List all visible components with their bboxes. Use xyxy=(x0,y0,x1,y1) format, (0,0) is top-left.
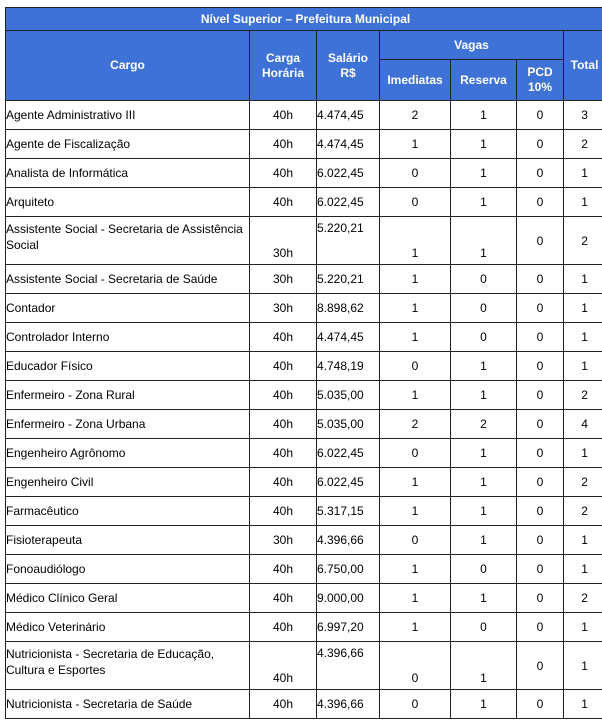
cell-total: 2 xyxy=(564,468,602,497)
table-row xyxy=(6,584,602,613)
cell-cargo: Médico Veterinário xyxy=(6,613,250,642)
cell-imediatas: 1 xyxy=(380,468,451,497)
cell-total: 1 xyxy=(564,323,602,352)
cell-total: 2 xyxy=(564,217,602,265)
table-row xyxy=(6,439,602,468)
cell-reserva: 1 xyxy=(451,352,517,381)
cell-salario: 6.022,45 xyxy=(317,439,380,468)
cell-pcd: 0 xyxy=(517,410,564,439)
table-row xyxy=(6,410,602,439)
cell-carga: 40h xyxy=(250,642,317,690)
cell-carga: 40h xyxy=(250,101,317,130)
cell-pcd: 0 xyxy=(517,217,564,265)
table-row xyxy=(6,188,602,217)
cell-cargo: Médico Clínico Geral xyxy=(6,584,250,613)
cell-carga: 40h xyxy=(250,584,317,613)
cell-total: 2 xyxy=(564,381,602,410)
cell-reserva: 1 xyxy=(451,159,517,188)
cell-reserva: 1 xyxy=(451,642,517,690)
cell-salario: 5.035,00 xyxy=(317,410,380,439)
cell-carga: 40h xyxy=(250,613,317,642)
cell-cargo: Enfermeiro - Zona Rural xyxy=(6,381,250,410)
cell-cargo: Arquiteto xyxy=(6,188,250,217)
cell-total: 1 xyxy=(564,265,602,294)
cell-imediatas: 0 xyxy=(380,159,451,188)
cell-pcd: 0 xyxy=(517,613,564,642)
cell-imediatas: 1 xyxy=(380,265,451,294)
cell-carga: 40h xyxy=(250,130,317,159)
header-pcd-label: PCD 10% xyxy=(527,65,553,94)
cell-imediatas: 1 xyxy=(380,323,451,352)
cell-carga: 40h xyxy=(250,690,317,719)
cell-cargo: Nutricionista - Secretaria de Saúde xyxy=(6,690,250,719)
cell-pcd: 0 xyxy=(517,352,564,381)
cell-pcd: 0 xyxy=(517,555,564,584)
cell-salario: 4.748,19 xyxy=(317,352,380,381)
cell-imediatas: 1 xyxy=(380,381,451,410)
header-cargo: Cargo xyxy=(6,31,250,101)
cell-reserva: 1 xyxy=(451,101,517,130)
cell-reserva: 1 xyxy=(451,690,517,719)
cell-pcd: 0 xyxy=(517,101,564,130)
table-row xyxy=(6,381,602,410)
cell-imediatas: 0 xyxy=(380,526,451,555)
table-row xyxy=(6,497,602,526)
cell-reserva: 1 xyxy=(451,584,517,613)
cell-salario: 6.997,20 xyxy=(317,613,380,642)
cell-pcd: 0 xyxy=(517,294,564,323)
table-row xyxy=(6,217,602,265)
cell-pcd: 0 xyxy=(517,159,564,188)
cell-carga: 40h xyxy=(250,497,317,526)
table-title: Nível Superior – Prefeitura Municipal xyxy=(6,8,602,31)
cell-pcd: 0 xyxy=(517,130,564,159)
cell-cargo: Contador xyxy=(6,294,250,323)
cell-cargo: Enfermeiro - Zona Urbana xyxy=(6,410,250,439)
cell-salario: 5.220,21 xyxy=(317,217,380,265)
table-row xyxy=(6,265,602,294)
cell-reserva: 1 xyxy=(451,130,517,159)
cell-pcd: 0 xyxy=(517,381,564,410)
cell-pcd: 0 xyxy=(517,526,564,555)
cell-pcd: 0 xyxy=(517,690,564,719)
cell-imediatas: 1 xyxy=(380,130,451,159)
cell-pcd: 0 xyxy=(517,188,564,217)
cell-imediatas: 1 xyxy=(380,217,451,265)
header-salario-line1: Salário xyxy=(327,50,369,65)
table-row xyxy=(6,526,602,555)
cell-cargo: Engenheiro Agrônomo xyxy=(6,439,250,468)
cell-total: 1 xyxy=(564,352,602,381)
cell-total: 1 xyxy=(564,159,602,188)
table-row xyxy=(6,555,602,584)
cell-total: 1 xyxy=(564,526,602,555)
cell-total: 1 xyxy=(564,690,602,719)
cell-imediatas: 0 xyxy=(380,690,451,719)
cell-reserva: 1 xyxy=(451,217,517,265)
table-row xyxy=(6,130,602,159)
cell-reserva: 1 xyxy=(451,526,517,555)
header-vagas: Vagas xyxy=(380,31,564,60)
cell-salario: 4.474,45 xyxy=(317,323,380,352)
header-salario xyxy=(317,31,380,101)
cell-cargo: Analista de Informática xyxy=(6,159,250,188)
header-carga-line2: Horária xyxy=(261,65,305,80)
cell-carga: 30h xyxy=(250,294,317,323)
cell-salario: 6.022,45 xyxy=(317,188,380,217)
cell-carga: 40h xyxy=(250,159,317,188)
table-row xyxy=(6,642,602,690)
header-carga-horaria xyxy=(250,31,317,101)
cell-salario: 5.035,00 xyxy=(317,381,380,410)
cell-salario: 5.220,21 xyxy=(317,265,380,294)
cell-carga: 30h xyxy=(250,265,317,294)
cell-pcd: 0 xyxy=(517,497,564,526)
cell-reserva: 1 xyxy=(451,381,517,410)
cell-reserva: 0 xyxy=(451,555,517,584)
header-carga-line1: Carga xyxy=(265,50,300,65)
cell-imediatas: 1 xyxy=(380,613,451,642)
cell-reserva: 1 xyxy=(451,439,517,468)
cell-carga: 40h xyxy=(250,439,317,468)
cell-pcd: 0 xyxy=(517,265,564,294)
cell-total: 4 xyxy=(564,410,602,439)
cell-cargo: Controlador Interno xyxy=(6,323,250,352)
cell-total: 1 xyxy=(564,613,602,642)
table-row xyxy=(6,159,602,188)
cell-carga: 40h xyxy=(250,410,317,439)
cell-total: 1 xyxy=(564,439,602,468)
cell-cargo: Nutricionista - Secretaria de Educação, Cultura e Esportes xyxy=(6,642,250,690)
cell-carga: 40h xyxy=(250,381,317,410)
vacancies-table xyxy=(5,7,602,719)
table-row xyxy=(6,613,602,642)
cell-reserva: 0 xyxy=(451,265,517,294)
cell-carga: 40h xyxy=(250,188,317,217)
cell-salario: 4.396,66 xyxy=(317,690,380,719)
header-reserva: Reserva xyxy=(451,60,517,101)
cell-imediatas: 1 xyxy=(380,584,451,613)
cell-total: 1 xyxy=(564,188,602,217)
table-row xyxy=(6,294,602,323)
cell-cargo: Agente Administrativo III xyxy=(6,101,250,130)
cell-reserva: 0 xyxy=(451,294,517,323)
cell-carga: 30h xyxy=(250,526,317,555)
header-imediatas: Imediatas xyxy=(380,60,451,101)
cell-cargo: Engenheiro Civil xyxy=(6,468,250,497)
cell-cargo: Assistente Social - Secretaria de Saúde xyxy=(6,265,250,294)
table-row xyxy=(6,101,602,130)
cell-imediatas: 1 xyxy=(380,497,451,526)
cell-imediatas: 0 xyxy=(380,642,451,690)
cell-imediatas: 1 xyxy=(380,555,451,584)
header-pcd xyxy=(517,60,564,101)
cell-pcd: 0 xyxy=(517,468,564,497)
table-row xyxy=(6,468,602,497)
cell-cargo: Fisioterapeuta xyxy=(6,526,250,555)
cell-imediatas: 2 xyxy=(380,101,451,130)
cell-reserva: 1 xyxy=(451,497,517,526)
cell-imediatas: 0 xyxy=(380,439,451,468)
cell-total: 1 xyxy=(564,555,602,584)
cell-carga: 40h xyxy=(250,468,317,497)
cell-pcd: 0 xyxy=(517,439,564,468)
cell-carga: 40h xyxy=(250,352,317,381)
cell-salario: 4.474,45 xyxy=(317,101,380,130)
cell-salario: 6.022,45 xyxy=(317,159,380,188)
cell-salario: 8.898,62 xyxy=(317,294,380,323)
cell-pcd: 0 xyxy=(517,323,564,352)
header-total: Total xyxy=(564,31,602,101)
cell-imediatas: 1 xyxy=(380,294,451,323)
cell-cargo: Assistente Social - Secretaria de Assistência Social xyxy=(6,217,250,265)
cell-salario: 5.317,15 xyxy=(317,497,380,526)
cell-reserva: 2 xyxy=(451,410,517,439)
cell-total: 2 xyxy=(564,497,602,526)
cell-salario: 4.396,66 xyxy=(317,642,380,690)
cell-cargo: Fonoaudiólogo xyxy=(6,555,250,584)
table-row xyxy=(6,352,602,381)
cell-pcd: 0 xyxy=(517,584,564,613)
cell-total: 2 xyxy=(564,130,602,159)
cell-salario: 6.022,45 xyxy=(317,468,380,497)
cell-reserva: 0 xyxy=(451,323,517,352)
cell-carga: 40h xyxy=(250,555,317,584)
cell-salario: 4.474,45 xyxy=(317,130,380,159)
cell-reserva: 1 xyxy=(451,468,517,497)
cell-cargo: Farmacêutico xyxy=(6,497,250,526)
cell-cargo: Educador Físico xyxy=(6,352,250,381)
cell-total: 3 xyxy=(564,101,602,130)
cell-imediatas: 0 xyxy=(380,352,451,381)
table-row xyxy=(6,690,602,719)
header-salario-line2: R$ xyxy=(340,65,356,80)
cell-total: 2 xyxy=(564,584,602,613)
cell-carga: 40h xyxy=(250,323,317,352)
cell-salario: 4.396,66 xyxy=(317,526,380,555)
cell-reserva: 0 xyxy=(451,613,517,642)
cell-carga: 30h xyxy=(250,217,317,265)
cell-imediatas: 2 xyxy=(380,410,451,439)
cell-salario: 6.750,00 xyxy=(317,555,380,584)
cell-total: 1 xyxy=(564,294,602,323)
cell-imediatas: 0 xyxy=(380,188,451,217)
cell-cargo: Agente de Fiscalização xyxy=(6,130,250,159)
table-row xyxy=(6,323,602,352)
cell-reserva: 1 xyxy=(451,188,517,217)
cell-salario: 9.000,00 xyxy=(317,584,380,613)
cell-pcd: 0 xyxy=(517,642,564,690)
cell-total: 1 xyxy=(564,642,602,690)
